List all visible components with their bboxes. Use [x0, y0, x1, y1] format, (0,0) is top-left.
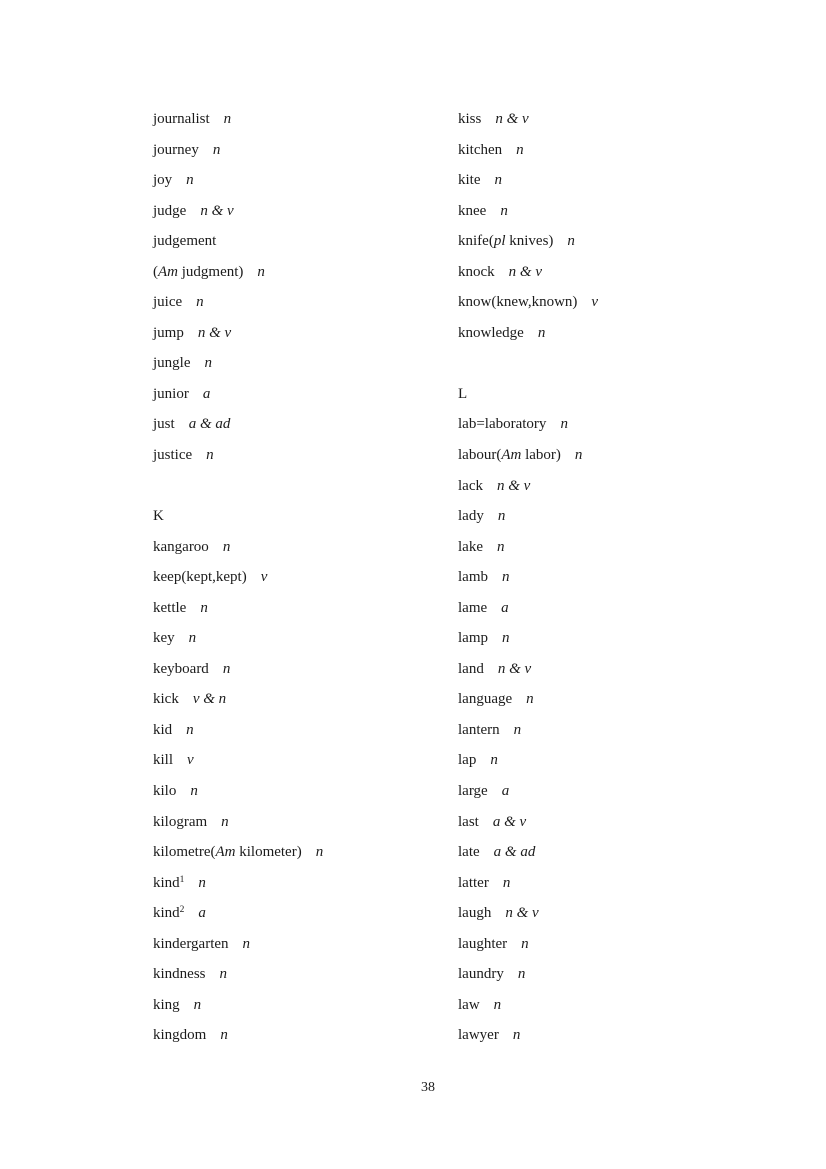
entry-word: lake	[458, 538, 483, 555]
entry-pos: n	[574, 447, 583, 464]
entry-pos: n	[190, 783, 198, 800]
entry-pos: n	[496, 538, 505, 555]
word-entry	[458, 226, 788, 257]
entry-superscript: 1	[179, 874, 185, 885]
entry-word: kiss	[458, 111, 482, 127]
word-entry	[153, 807, 483, 838]
word-entry	[153, 196, 483, 227]
entry-word: king	[153, 996, 180, 1013]
word-entry	[153, 623, 483, 654]
entry-word: knee	[458, 202, 487, 219]
entry-word: joy	[153, 172, 173, 189]
entry-pos: v	[187, 752, 194, 769]
entry-word: kilometer)	[235, 844, 302, 861]
entry-pos: n	[517, 966, 526, 983]
entry-word: jump	[153, 324, 184, 341]
entry-pos: n	[220, 1027, 228, 1044]
entry-pos: n	[198, 874, 206, 891]
word-entry	[153, 593, 483, 624]
entry-pos: n & v	[495, 111, 529, 127]
word-entry	[458, 745, 788, 776]
entry-word: lack	[458, 477, 483, 494]
word-entry	[458, 684, 788, 715]
entry-pos: n	[242, 935, 251, 952]
entry-pos: n	[502, 630, 510, 647]
word-entry	[153, 1020, 483, 1051]
entry-word: lamb	[458, 569, 488, 586]
entry-pos: a	[501, 599, 509, 616]
entry-word: knives)	[505, 233, 554, 250]
entry-word: kingdom	[153, 1027, 207, 1044]
entry-pos: n	[493, 996, 502, 1013]
word-entry	[153, 837, 483, 868]
entry-word: lab=laboratory	[458, 416, 547, 433]
entry-pos: n	[223, 111, 232, 127]
entry-word: laughter	[458, 935, 508, 952]
entry-word: kilogram	[153, 813, 208, 830]
blank-row	[458, 348, 788, 379]
entry-word: large	[458, 783, 488, 800]
entry-word: Am	[501, 447, 522, 464]
entry-pos: n	[560, 416, 568, 433]
word-entry	[153, 990, 483, 1021]
word-entry	[458, 135, 788, 166]
entry-pos: n & v	[497, 660, 532, 677]
entry-word: justice	[153, 447, 193, 464]
word-entry	[458, 623, 788, 654]
word-entry	[153, 776, 483, 807]
word-entry	[153, 257, 483, 288]
entry-pos: n	[257, 263, 265, 280]
entry-word: key	[153, 630, 175, 647]
entry-pos: a	[202, 385, 211, 402]
entry-word: kilo	[153, 783, 177, 800]
word-entry	[153, 532, 483, 563]
entry-pos: n & v	[197, 324, 232, 341]
entry-superscript: 2	[179, 905, 185, 916]
entry-word: Am	[215, 844, 236, 861]
word-entry	[458, 501, 788, 532]
entry-word: kindness	[153, 966, 206, 983]
word-entry	[153, 165, 483, 196]
entry-word: K	[153, 508, 164, 525]
entry-word: laugh	[458, 905, 492, 922]
entry-word: judgement	[153, 233, 217, 250]
entry-word: junior	[153, 385, 189, 402]
entry-word: last	[458, 813, 479, 830]
entry-word: kind	[153, 905, 180, 922]
word-entry	[153, 562, 483, 593]
word-entry	[153, 409, 483, 440]
entry-word: pl	[493, 233, 506, 250]
entry-word: lady	[458, 508, 484, 525]
entry-word: keep(kept,kept)	[153, 569, 247, 586]
entry-pos: n	[219, 966, 227, 983]
word-entry	[153, 929, 483, 960]
entry-word: late	[458, 844, 480, 861]
entry-word: kitchen	[458, 141, 503, 158]
entry-word: lantern	[458, 721, 500, 738]
entry-word: labour(	[458, 447, 502, 464]
word-entry	[458, 257, 788, 288]
entry-pos: n	[526, 691, 534, 708]
entry-word: judgment)	[178, 263, 244, 280]
word-entry	[458, 776, 788, 807]
entry-word: knowledge	[458, 324, 524, 341]
word-entry	[153, 868, 483, 899]
entry-pos: a & v	[492, 813, 527, 830]
entry-word: just	[153, 416, 175, 433]
entry-pos: n	[222, 660, 231, 677]
entry-pos: n	[221, 813, 229, 830]
entry-word: lawyer	[458, 1027, 499, 1044]
entry-pos: n	[497, 508, 506, 525]
entry-word: kite	[458, 172, 481, 189]
word-entry	[153, 104, 483, 135]
entry-word: lap	[458, 752, 477, 769]
word-entry	[458, 990, 788, 1021]
entry-word: labor)	[521, 447, 561, 464]
word-entry	[153, 440, 483, 471]
word-entry	[458, 287, 788, 318]
entry-pos: n	[315, 844, 324, 861]
word-entry	[153, 654, 483, 685]
word-entry	[153, 684, 483, 715]
entry-pos: n	[500, 202, 508, 219]
entry-pos: n	[521, 935, 529, 952]
entry-pos: v & n	[192, 691, 227, 708]
entry-pos: n	[196, 294, 204, 311]
word-entry	[153, 379, 483, 410]
word-entry	[153, 287, 483, 318]
entry-pos: n & v	[505, 905, 539, 922]
entry-word: latter	[458, 874, 489, 891]
entry-pos: n	[502, 874, 511, 891]
entry-word: kettle	[153, 599, 187, 616]
word-entry	[153, 959, 483, 990]
entry-word: land	[458, 660, 484, 677]
entry-word: journey	[153, 141, 199, 158]
entry-pos: n	[516, 141, 524, 158]
word-entry	[458, 807, 788, 838]
word-entry	[458, 471, 788, 502]
section-header	[458, 379, 788, 410]
entry-pos: n & v	[496, 477, 531, 494]
word-entry	[153, 348, 483, 379]
word-entry	[458, 318, 788, 349]
word-entry	[458, 562, 788, 593]
entry-pos: n	[188, 630, 197, 647]
entry-pos: n	[567, 233, 575, 250]
entry-word: kangaroo	[153, 538, 209, 555]
entry-word: knock	[458, 263, 495, 280]
entry-word: language	[458, 691, 513, 708]
entry-word: lame	[458, 599, 488, 616]
entry-pos: a & ad	[188, 416, 231, 433]
entry-word: kid	[153, 721, 173, 738]
entry-pos: n	[494, 172, 502, 189]
word-entry	[153, 745, 483, 776]
word-entry	[458, 715, 788, 746]
entry-word: juice	[153, 294, 183, 311]
section-header	[153, 501, 483, 532]
entry-pos: n	[193, 996, 202, 1013]
word-entry	[458, 654, 788, 685]
entry-pos: n	[212, 141, 221, 158]
entry-pos: n & v	[508, 263, 542, 280]
word-entry	[153, 135, 483, 166]
word-entry	[458, 898, 788, 929]
entry-word: know(knew,known)	[458, 294, 578, 311]
word-entry	[458, 593, 788, 624]
entry-word: Am	[158, 263, 178, 280]
entry-word: (	[153, 263, 158, 280]
entry-pos: n	[512, 1027, 521, 1044]
entry-word: L	[458, 385, 468, 402]
word-entry	[458, 409, 788, 440]
word-entry	[458, 532, 788, 563]
entry-pos: n	[490, 752, 498, 769]
entry-word: kindergarten	[153, 935, 229, 952]
entry-pos: n	[186, 172, 194, 189]
word-entry	[153, 715, 483, 746]
entry-pos: a	[198, 905, 206, 922]
entry-word: jungle	[153, 355, 191, 372]
entry-word: kick	[153, 691, 179, 708]
entry-pos: v	[260, 569, 268, 586]
word-column-left	[153, 104, 483, 1051]
entry-word: kind	[153, 874, 180, 891]
blank-row	[153, 471, 483, 502]
word-entry	[458, 1020, 788, 1051]
word-entry	[458, 868, 788, 899]
word-entry	[153, 226, 483, 257]
entry-pos: n & v	[200, 202, 234, 219]
entry-word: laundry	[458, 966, 504, 983]
entry-pos: n	[222, 538, 231, 555]
word-entry	[458, 104, 788, 135]
entry-word: journalist	[153, 111, 210, 127]
entry-word: judge	[153, 202, 187, 219]
word-entry	[153, 318, 483, 349]
entry-pos: n	[502, 569, 510, 586]
entry-word: law	[458, 996, 480, 1013]
word-entry	[458, 837, 788, 868]
entry-word: kilometre(	[153, 844, 216, 861]
entry-pos: n	[206, 447, 214, 464]
word-entry	[458, 196, 788, 227]
word-entry	[458, 440, 788, 471]
entry-pos: a	[501, 783, 510, 800]
word-entry	[153, 898, 483, 929]
entry-word: lamp	[458, 630, 488, 647]
entry-pos: a & ad	[493, 844, 536, 861]
entry-pos: n	[200, 599, 208, 616]
word-entry	[458, 959, 788, 990]
entry-pos: n	[186, 721, 194, 738]
entry-word: keyboard	[153, 660, 209, 677]
page-number: 38	[421, 1080, 435, 1095]
entry-word: kill	[153, 752, 174, 769]
entry-pos: n	[537, 324, 546, 341]
word-column-right	[458, 104, 788, 1051]
entry-word: knife(	[458, 233, 494, 250]
word-entry	[458, 929, 788, 960]
entry-pos: n	[204, 355, 212, 372]
entry-pos: v	[591, 294, 599, 311]
word-entry	[458, 165, 788, 196]
entry-pos: n	[513, 721, 522, 738]
